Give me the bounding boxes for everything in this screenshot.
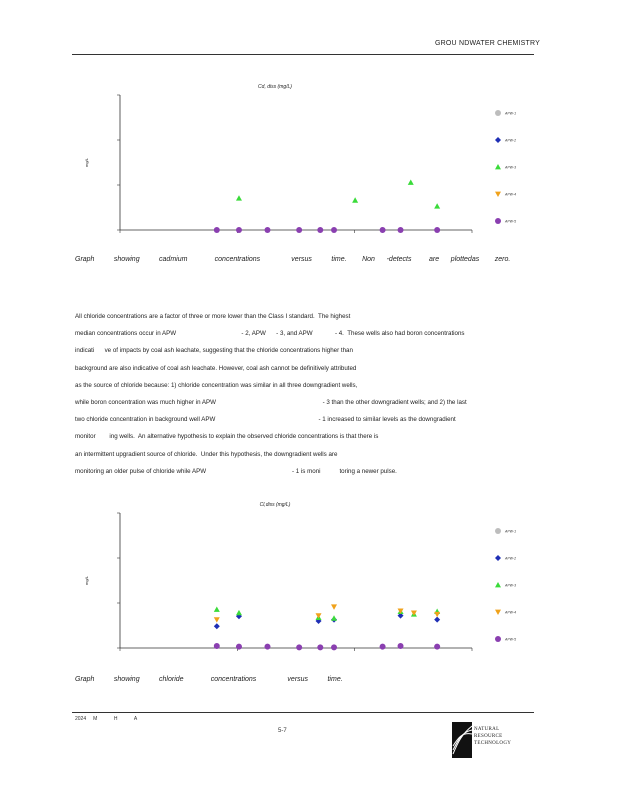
page-number: 5-7 [278, 728, 287, 734]
footer-rule [72, 712, 534, 713]
chloride-chart-svg [80, 498, 540, 668]
data-point [317, 644, 323, 650]
cadmium-chart [80, 80, 540, 280]
y-axis-label: mg/L [84, 158, 89, 167]
data-point [495, 555, 501, 561]
data-point [495, 636, 501, 642]
nrt-logo [452, 720, 542, 760]
paragraph-line: as the source of chloride because: 1) chloride concentration was similar in all three downgradient wells, [75, 381, 358, 389]
data-point [495, 164, 501, 169]
data-point [214, 607, 220, 612]
data-point [380, 227, 386, 233]
paragraph-line: two chloride concentration in background well APW - 1 increased to similar levels as the downgradient [75, 416, 456, 424]
nrt-logo-text [474, 726, 511, 747]
cadmium-chart-svg [80, 80, 540, 250]
paragraph-line: an intermittent upgradient source of chloride. Under this hypothesis, the downgradient wells are [75, 450, 338, 458]
data-point [398, 643, 404, 649]
data-point [352, 197, 358, 202]
data-point [316, 613, 322, 618]
header-rule [72, 54, 534, 55]
legend-entry: APW-5 [505, 219, 517, 224]
legend-entry: APW-3 [505, 583, 517, 588]
cadmium-chart-caption: Graph showing cadmium concentrations versus time. Non -detects are plottedas zero. [75, 256, 511, 263]
data-point [236, 195, 242, 200]
data-point [214, 617, 220, 622]
legend-entry: APW-2 [505, 556, 517, 561]
legend-entry: APW-4 [505, 610, 517, 615]
chloride-chart [80, 498, 540, 698]
data-point [236, 644, 242, 650]
logo-line: TECHNOLOGY [474, 741, 512, 746]
y-axis-label: mg/L [84, 576, 89, 585]
data-point [495, 610, 501, 615]
data-point [331, 615, 337, 620]
paragraph-line: background are also indicative of coal ash leachate. However, coal ash cannot be definitively attributed [75, 364, 357, 372]
data-point [236, 227, 242, 233]
legend-entry: APW-5 [505, 637, 517, 642]
legend-entry: APW-2 [505, 138, 517, 143]
legend-entry: APW-3 [505, 165, 517, 170]
logo-line: NATURAL [474, 727, 500, 732]
logo-line: RESOURCE [474, 734, 503, 739]
data-point [495, 137, 501, 143]
chloride-discussion-paragraph [75, 308, 535, 480]
paragraph-line: All chloride concentrations are a factor of three or more lower than the Class I standard. The highest [75, 313, 351, 320]
data-point [214, 227, 220, 233]
running-header: GROU NDWATER CHEMISTRY [435, 40, 540, 47]
data-point [296, 227, 302, 233]
data-point [236, 610, 242, 615]
data-point [317, 227, 323, 233]
data-point [495, 192, 501, 197]
data-point [214, 623, 220, 629]
chloride-chart-caption: Graph showing chloride concentrations versus time. [75, 676, 343, 683]
data-point [331, 227, 337, 233]
data-point [264, 644, 270, 650]
data-point [434, 644, 440, 650]
data-point [398, 227, 404, 233]
paragraph-line: monitoring an older pulse of chloride while APW - 1 is moni toring a newer pulse. [75, 467, 397, 475]
legend-entry: APW-1 [505, 529, 517, 534]
chart-title: Cl,diss (mg/L) [259, 502, 291, 508]
footer-left-text: 2024 M H A [75, 716, 157, 722]
data-point [408, 179, 414, 184]
nrt-logo-mark-icon [452, 720, 474, 760]
paragraph-line: monitor ing wells. An alternative hypothesis to explain the observed chloride concentrations is that there is [75, 433, 379, 441]
data-point [331, 604, 337, 609]
chart-title: Cd, diss (mg/L) [258, 84, 292, 90]
legend-entry: APW-1 [505, 111, 517, 116]
data-point [214, 643, 220, 649]
data-point [495, 582, 501, 587]
data-point [296, 644, 302, 650]
data-point [380, 644, 386, 650]
data-point [331, 644, 337, 650]
data-point [495, 110, 501, 116]
data-point [434, 203, 440, 208]
paragraph-line: while boron concentration was much higher in APW - 3 than the other downgradient wells; and 2) the last [75, 398, 467, 406]
data-point [434, 227, 440, 233]
paragraph-line: indicati ve of impacts by coal ash leachate, suggesting that the chloride concentrations higher than [75, 347, 353, 355]
data-point [434, 617, 440, 623]
data-point [434, 612, 440, 617]
paragraph-line: median concentrations occur in APW - 2, APW - 3, and APW - 4. These wells also had boron concentrations [75, 330, 465, 338]
data-point [495, 528, 501, 534]
data-point [495, 218, 501, 224]
data-point [264, 227, 270, 233]
legend-entry: APW-4 [505, 192, 517, 197]
